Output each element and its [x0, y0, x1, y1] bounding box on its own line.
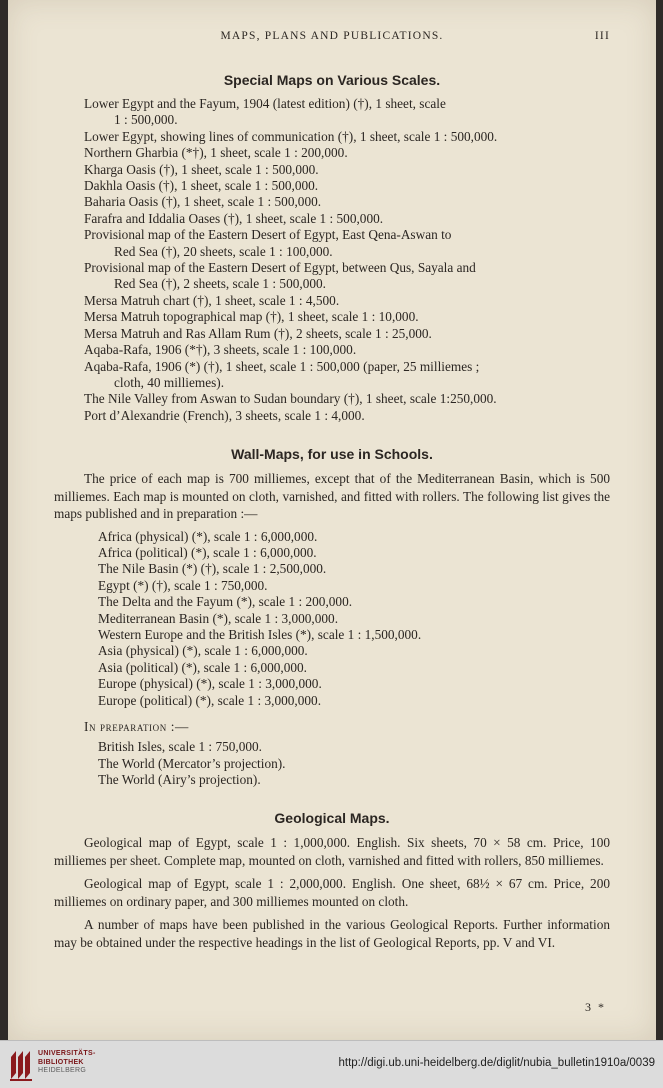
special-map-text: Provisional map of the Eastern Desert of Egypt, between Qus, Sayala and — [84, 260, 476, 276]
special-map-continuation: Red Sea (†), 20 sheets, scale 1 : 100,000. — [114, 243, 333, 259]
special-map-item — [54, 227, 610, 260]
special-map-text: Aqaba-Rafa, 1906 (*) (†), 1 sheet, scale 1 : 500,000 (paper, 25 milliemes ; — [84, 358, 480, 374]
special-map-item — [54, 145, 610, 161]
special-map-item — [54, 326, 610, 342]
book-page — [8, 0, 656, 1040]
wall-map-item: Europe (political) (*), scale 1 : 3,000,000. — [98, 692, 322, 708]
special-map-text: Lower Egypt, showing lines of communication (†), 1 sheet, scale 1 : 500,000. — [84, 128, 498, 144]
wall-map-item: Europe (physical) (*), scale 1 : 3,000,000. — [98, 676, 322, 692]
special-map-text: Mersa Matruh topographical map (†), 1 sheet, scale 1 : 10,000. — [84, 309, 419, 325]
wall-maps-list — [54, 529, 610, 709]
special-map-text: Dakhla Oasis (†), 1 sheet, scale 1 : 500,000. — [84, 178, 319, 194]
special-map-text: Kharga Oasis (†), 1 sheet, scale 1 : 500,000. — [84, 161, 319, 177]
wall-maps-heading: Wall-Maps, for use in Schools. — [231, 446, 433, 463]
wall-map-item: Mediterranean Basin (*), scale 1 : 3,000,000. — [98, 610, 339, 626]
wall-map-item: Asia (political) (*), scale 1 : 6,000,000. — [98, 659, 308, 675]
wall-maps-intro: The price of each map is 700 milliemes, except that of the Mediterranean Basin, which is 500 milliemes. Each map is mounted on cloth, varnished, and fitted with rollers. The following list gives the maps published and in preparation :— — [54, 471, 610, 522]
special-map-item — [54, 162, 610, 178]
special-map-item — [54, 309, 610, 325]
wall-map-item: Asia (physical) (*), scale 1 : 6,000,000. — [98, 643, 308, 659]
in-preparation-list — [54, 739, 610, 788]
university-library-logo-icon — [8, 1047, 34, 1083]
wall-map-item: Egypt (*) (†), scale 1 : 750,000. — [98, 577, 268, 593]
special-maps-heading: Special Maps on Various Scales. — [223, 72, 441, 88]
geological-paragraph-1: Geological map of Egypt, scale 1 : 1,000,000. English. Six sheets, 70 × 58 cm. Price, 100 milliemes per sheet. Complete map, mounted on cloth, varnished and fitted with rollers, 850 milliemes. — [54, 835, 610, 868]
special-map-text: Mersa Matruh and Ras Allam Rum (†), 2 sheets, scale 1 : 25,000. — [84, 325, 432, 341]
special-map-text: Aqaba-Rafa, 1906 (*†), 3 sheets, scale 1 : 100,000. — [84, 342, 357, 358]
special-map-item — [54, 129, 610, 145]
source-url-link[interactable]: http://digi.ub.uni-heidelberg.de/diglit/nubia_bulletin1910a/0039 — [338, 1057, 655, 1069]
wall-map-item: Africa (physical) (*), scale 1 : 6,000,000. — [98, 528, 318, 544]
institution-name: UNIVERSITÄTS- BIBLIOTHEK HEIDELBERG — [38, 1050, 96, 1074]
wall-map-item: Africa (political) (*), scale 1 : 6,000,000. — [98, 545, 317, 561]
special-map-text: Lower Egypt and the Fayum, 1904 (latest edition) (†), 1 sheet, scale — [84, 96, 446, 111]
special-map-continuation: 1 : 500,000. — [114, 112, 178, 128]
special-map-item — [54, 293, 610, 309]
in-preparation-label: In preparation :— — [84, 719, 189, 735]
special-map-item — [54, 194, 610, 210]
special-map-item — [54, 211, 610, 227]
in-preparation-item: The World (Airy’s projection). — [98, 771, 261, 787]
special-map-item — [54, 260, 610, 293]
viewer-footer — [0, 1040, 663, 1088]
special-map-text: Farafra and Iddalia Oases (†), 1 sheet, scale 1 : 500,000. — [84, 210, 384, 226]
special-map-item — [54, 408, 610, 424]
page-number: III — [594, 30, 610, 42]
wall-map-item: The Delta and the Fayum (*), scale 1 : 200,000. — [98, 594, 353, 610]
page-content — [54, 30, 610, 1014]
geological-paragraph-3: A number of maps have been published in the various Geological Reports. Further information may be obtained under the respective headings in the list of Geological Reports, pp. V and VI. — [54, 917, 610, 950]
special-map-text: Baharia Oasis (†), 1 sheet, scale 1 : 500,000. — [84, 194, 322, 210]
special-map-text: The Nile Valley from Aswan to Sudan boundary (†), 1 sheet, scale 1:250,000. — [84, 391, 497, 407]
special-map-item — [54, 96, 610, 129]
special-map-item — [54, 359, 610, 392]
in-preparation-item: The World (Mercator’s projection). — [98, 755, 286, 771]
special-map-text: Provisional map of the Eastern Desert of Egypt, East Qena-Aswan to — [84, 227, 452, 243]
special-map-text: Northern Gharbia (*†), 1 sheet, scale 1 : 200,000. — [84, 145, 348, 161]
wall-map-item: The Nile Basin (*) (†), scale 1 : 2,500,000. — [98, 561, 327, 577]
special-map-item — [54, 342, 610, 358]
special-map-item — [54, 391, 610, 407]
special-map-text: Port d’Alexandrie (French), 3 sheets, scale 1 : 4,000. — [84, 407, 365, 423]
geological-paragraph-2: Geological map of Egypt, scale 1 : 2,000,000. English. One sheet, 68½ × 67 cm. Price, 200 milliemes on ordinary paper, and 300 milliemes mounted on cloth. — [54, 876, 610, 909]
special-maps-list — [54, 96, 610, 424]
special-map-item — [54, 178, 610, 194]
special-map-text: Mersa Matruh chart (†), 1 sheet, scale 1 : 4,500. — [84, 292, 340, 308]
special-map-continuation: cloth, 40 milliemes). — [114, 374, 225, 390]
running-head — [54, 30, 610, 50]
signature-mark: 3 * — [585, 1000, 606, 1014]
geological-maps-heading: Geological Maps. — [274, 810, 390, 827]
in-preparation-item: British Isles, scale 1 : 750,000. — [98, 739, 262, 755]
running-head-title: MAPS, PLANS AND PUBLICATIONS. — [220, 30, 444, 42]
wall-map-item: Western Europe and the British Isles (*), scale 1 : 1,500,000. — [98, 627, 422, 643]
special-map-continuation: Red Sea (†), 2 sheets, scale 1 : 500,000. — [114, 276, 326, 292]
